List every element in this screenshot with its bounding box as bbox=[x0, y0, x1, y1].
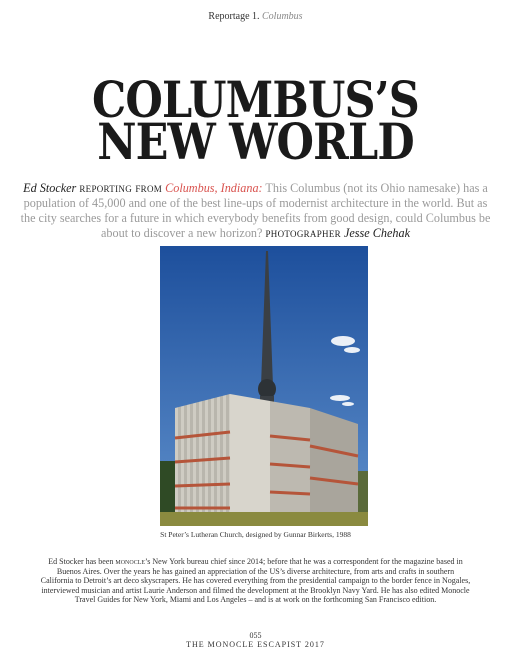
photographer-label: photographer bbox=[265, 226, 341, 240]
location: Columbus, Indiana: bbox=[165, 181, 263, 195]
church-photo bbox=[160, 246, 368, 526]
lawn bbox=[160, 512, 368, 526]
title-line-2: NEW WORLD bbox=[97, 112, 414, 171]
reporting-label: reporting from bbox=[79, 181, 163, 195]
bio-brand: monocle bbox=[115, 557, 146, 566]
title-line-1: COLUMBUS’S bbox=[92, 70, 419, 129]
author-name: Ed Stocker bbox=[23, 181, 77, 195]
page-title bbox=[36, 70, 475, 171]
standfirst-body: This Columbus (not its Ohio namesake) has a population of 45,000 and one of the best line-ups of modernist architecture in the world. But as the city searches for a future in which everybody benefits from good design, could Columbus be about to discover a new horizon? bbox=[20, 181, 491, 240]
author-bio bbox=[40, 557, 471, 605]
publication-footer: THE MONOCLE ESCAPIST 2017 bbox=[186, 640, 325, 649]
bio-part-2: ’s New York bureau chief since 2014; before that he was a correspondent for the magazine based in Buenos Aires. Over the years he has gained an appreciation of the US’s diverse architecture, from arts and crafts in southern California to Detroit’s art deco skyscrapers. He has covered everything from the presidential campaign to the border fence in Nogales, interviewed musician and artist Laurie Anderson and filmed the development at the Brooklyn Navy Yard. He has also edited Monocle Travel Guides for New York, Miami and Los Angeles – and is at work on the forthcoming San Francisco edition. bbox=[40, 557, 471, 605]
bio-part-1: Ed Stocker has been bbox=[48, 557, 116, 566]
church-illustration bbox=[160, 246, 368, 526]
section-header bbox=[0, 11, 511, 22]
photographer-name: Jesse Chehak bbox=[343, 226, 410, 240]
page-number: 055 bbox=[249, 631, 262, 640]
section-label: Reportage 1. bbox=[208, 11, 260, 22]
photo-caption: St Peter’s Lutheran Church, designed by Gunnar Birkerts, 1988 bbox=[160, 530, 351, 539]
standfirst bbox=[20, 181, 491, 241]
section-sublabel: Columbus bbox=[262, 11, 303, 22]
